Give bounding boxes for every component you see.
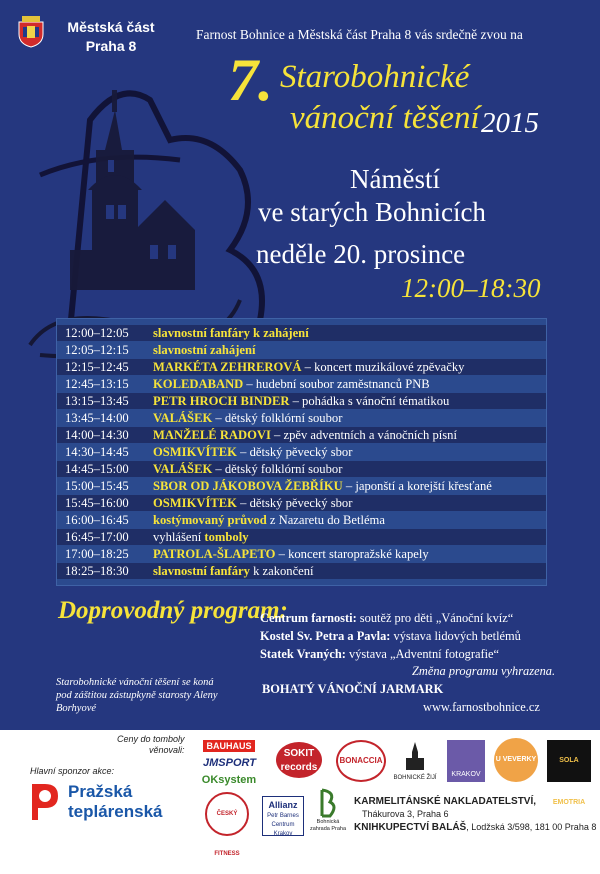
event-date: neděle 20. prosince [256, 239, 466, 269]
schedule-table [56, 318, 547, 586]
row-performer: slavnostní fanfáry k zahájení [153, 326, 309, 340]
oksystem-logo: OKsystem [201, 774, 257, 786]
allianz-name: Allianz [268, 800, 298, 810]
side-item-place: Kostel Sv. Petra a Pavla: [260, 629, 391, 643]
row-detail: – dětský pěvecký sbor [236, 445, 353, 459]
schedule-row [57, 495, 546, 511]
row-detail: – hudební soubor zaměstnanců PNB [243, 377, 430, 391]
bohnicke-ziji-logo: BOHNICKÉ ŽIJÍ [393, 775, 437, 781]
row-detail: – dětský folklórní soubor [212, 411, 343, 425]
bohnicka-zahrada-icon [316, 788, 340, 818]
krakov-logo: KRAKOV [447, 740, 485, 782]
row-description [153, 461, 342, 477]
main-sponsor-name [68, 782, 163, 822]
side-program-title: Doprovodný program: [58, 597, 288, 624]
change-note: Změna programu vyhrazena. [412, 664, 556, 678]
schedule-row [57, 393, 546, 409]
side-item-detail: výstava lidových betlémů [390, 629, 521, 643]
row-detail: – japonští a korejští křesťané [342, 479, 492, 493]
venue-line-2: ve starých Bohnicích [258, 197, 486, 227]
main-sponsor-label: Hlavní sponzor akce: [30, 766, 115, 776]
bookshop-address: , Lodžská 3/598, 181 00 Praha 8 [466, 822, 597, 832]
row-description [153, 359, 464, 375]
bauhaus-logo: BAUHAUS [203, 740, 255, 752]
row-detail: – dětský folklórní soubor [212, 462, 343, 476]
row-detail: vyhlášení [153, 530, 205, 544]
side-item-place: Statek Vraných: [260, 647, 346, 661]
sokit-records-logo [276, 742, 322, 778]
row-performer: kostýmovaný průvod [153, 513, 267, 527]
schedule-row [57, 325, 546, 341]
row-description [153, 444, 352, 460]
schedule-row [57, 563, 546, 579]
patronage-text: Starobohnické vánoční těšení se koná pod záštitou zástupkyně starosty Aleny Borhyové [56, 677, 218, 714]
prizes-label-line: Ceny do tomboly [117, 734, 185, 744]
row-description [153, 495, 352, 511]
bookshop-name: KNIHKUPECTVÍ BALÁŠ [354, 822, 467, 833]
sokit-name: SOKIT [283, 748, 315, 759]
bonaccia-logo: BONACCIA [336, 740, 386, 782]
main-sponsor-name-line: teplárenská [68, 802, 163, 821]
row-performer: SBOR OD JÁKOBOVA ŽEBŘÍKU [153, 479, 343, 493]
prizes-label [117, 734, 185, 756]
row-description [153, 478, 492, 494]
row-description [153, 427, 457, 443]
schedule-row [57, 427, 546, 443]
karmelitanske-nakladatelstvi: KARMELITÁNSKÉ NAKLADATELSTVÍ, [354, 796, 537, 807]
district-name: Městská část Praha 8 [67, 19, 155, 54]
row-time: 12:45–13:15 [65, 377, 129, 391]
website-link[interactable]: www.farnostbohnice.cz [423, 700, 540, 714]
row-performer: slavnostní zahájení [153, 343, 256, 357]
prizes-label-line: věnovali: [149, 745, 185, 755]
jmsport-logo: JMSPORT [203, 757, 256, 769]
row-detail: – pohádka s vánoční tématikou [289, 394, 450, 408]
edition-number: 7. [228, 47, 273, 113]
row-performer: tomboly [204, 530, 249, 544]
row-detail: – zpěv adventních a vánočních písní [270, 428, 457, 442]
title-line-2: vánoční těšení [290, 100, 480, 136]
row-performer: VALÁŠEK [153, 411, 213, 425]
row-time: 12:15–12:45 [65, 360, 129, 374]
row-time: 15:00–15:45 [65, 479, 129, 493]
row-performer: PETR HROCH BINDER [153, 394, 290, 408]
sokit-sub: records [280, 762, 318, 773]
row-performer: slavnostní fanfáry [153, 564, 250, 578]
christmas-market: BOHATÝ VÁNOČNÍ JARMARK [262, 682, 444, 696]
sola-emotria-logo: SOLA EMOTRIA [547, 740, 591, 782]
row-detail: – koncert staropražské kapely [275, 547, 429, 561]
side-program-item [260, 629, 521, 644]
event-time: 12:00–18:30 [401, 273, 541, 303]
schedule-row [57, 359, 546, 375]
row-performer: PATROLA-ŠLAPETO [153, 547, 276, 561]
side-item-place: Centrum farnosti: [260, 611, 357, 625]
karmelitanske-address: Thákurova 3, Praha 6 [362, 809, 449, 819]
side-program-item [260, 611, 513, 626]
row-description [153, 376, 430, 392]
bohnicka-zahrada-logo: Bohnická zahrada Praha [309, 819, 347, 832]
row-time: 18:25–18:30 [65, 564, 129, 578]
row-description [153, 512, 385, 528]
row-description [153, 410, 342, 426]
title-line-1: Starobohnické [280, 59, 470, 95]
schedule-row [57, 529, 546, 545]
row-time: 16:45–17:00 [65, 530, 129, 544]
row-time: 13:45–14:00 [65, 411, 129, 425]
schedule-row [57, 461, 546, 477]
side-item-detail: soutěž pro děti „Vánoční kvíz“ [356, 611, 514, 625]
knihkupectvi-balas [354, 822, 596, 833]
row-performer: KOLEDABAND [153, 377, 244, 391]
row-detail: – koncert muzikálové zpěvačky [301, 360, 465, 374]
row-performer: MANŽELÉ RADOVI [153, 428, 271, 442]
u-veverky-logo: U VEVERKY [494, 738, 538, 782]
row-time: 16:00–16:45 [65, 513, 129, 527]
venue-line-1: Náměstí [350, 164, 440, 194]
coat-of-arms-icon [18, 16, 44, 48]
side-item-detail: výstava „Adventní fotografie“ [345, 647, 500, 661]
side-program-item [260, 647, 499, 662]
row-time: 12:05–12:15 [65, 343, 129, 357]
row-time: 12:00–12:05 [65, 326, 129, 340]
cesky-fitness-logo: ČESKÝ FITNESS [205, 792, 249, 836]
row-performer: MARKÉTA ZEHREROVÁ [153, 360, 302, 374]
allianz-logo [262, 796, 304, 836]
invitation-text: Farnost Bohnice a Městská část Praha 8 vás srdečně zvou na [196, 27, 523, 42]
row-description [153, 342, 256, 358]
row-description [153, 546, 429, 562]
row-time: 14:00–14:30 [65, 428, 129, 442]
row-detail: – dětský pěvecký sbor [236, 496, 353, 510]
row-description [153, 393, 449, 409]
row-time: 13:15–13:45 [65, 394, 129, 408]
title-year: 2015 [481, 107, 539, 139]
row-time: 15:45–16:00 [65, 496, 129, 510]
row-time: 17:00–18:25 [65, 547, 129, 561]
row-performer: OSMIKVÍTEK [153, 445, 237, 459]
row-detail: k zakončení [249, 564, 314, 578]
row-description [153, 529, 249, 545]
allianz-sub: Petr Barnes Centrum Krakov [267, 813, 299, 837]
row-time: 14:45–15:00 [65, 462, 129, 476]
row-time: 14:30–14:45 [65, 445, 129, 459]
prazska-teplarenska-logo-icon [30, 782, 60, 822]
main-sponsor-name-line: Pražská [68, 782, 133, 801]
row-detail: z Nazaretu do Betléma [266, 513, 385, 527]
row-description [153, 563, 314, 579]
sponsor-strip [0, 730, 600, 857]
row-performer: VALÁŠEK [153, 462, 213, 476]
row-performer: OSMIKVÍTEK [153, 496, 237, 510]
church-icon [400, 740, 430, 772]
row-description [153, 325, 309, 341]
